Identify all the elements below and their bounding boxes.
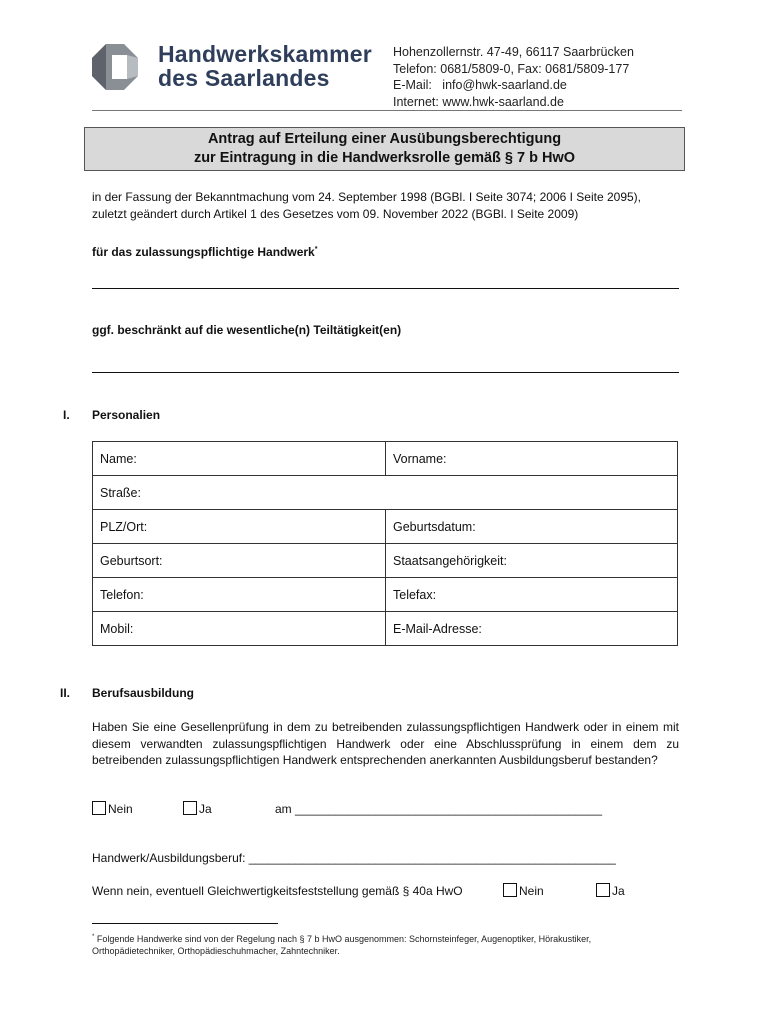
exam-date-field[interactable]: am ______________________________________________ — [275, 802, 602, 816]
plz-ort-field[interactable]: PLZ/Ort: — [93, 510, 386, 544]
option-nein-label: Nein — [108, 802, 133, 816]
checkbox-nein[interactable] — [92, 801, 106, 815]
strasse-field[interactable]: Straße: — [93, 476, 678, 510]
option-ja[interactable] — [183, 801, 212, 818]
option-nein[interactable] — [92, 801, 133, 818]
trade-label: für das zulassungspflichtige Handwerk* — [92, 245, 318, 259]
footnote-line1: * Folgende Handwerke sind von der Regelung nach § 7 b HwO ausgenommen: Schornsteinfeger, Augenoptiker, Hörakustiker, — [92, 934, 592, 944]
equivalence-label: Wenn nein, eventuell Gleichwertigkeitsfeststellung gemäß § 40a HwO — [92, 884, 463, 898]
option-ja-label: Ja — [199, 802, 212, 816]
contact-block — [393, 44, 634, 110]
beruf-field[interactable]: Handwerk/Ausbildungsberuf: _______________________________________________________ — [92, 851, 616, 865]
title-line2: zur Eintragung in die Handwerksrolle gemäß § 7 b HwO — [193, 150, 576, 166]
section1-number: I. — [63, 408, 70, 422]
partial-label: ggf. beschränkt auf die wesentliche(n) Teiltätigkeit(en) — [92, 323, 402, 337]
trade-input-line[interactable] — [92, 288, 679, 289]
footnote-line2: Orthopädietechniker, Orthopädieschuhmacher, Zahntechniker. — [92, 946, 340, 956]
footnote — [92, 931, 682, 957]
section1-title: Personalien — [92, 408, 161, 422]
partial-input-line[interactable] — [92, 372, 679, 373]
staatsangehoerigkeit-field[interactable]: Staatsangehörigkeit: — [386, 544, 678, 578]
footnote-divider — [92, 923, 278, 924]
intro-line1: in der Fassung der Bekanntmachung vom 24. September 1998 (BGBl. I Seite 3074; 2006 I Seite 2095), — [92, 190, 641, 204]
name-field[interactable]: Name: — [93, 442, 386, 476]
form-title — [84, 127, 685, 171]
intro-text — [92, 189, 641, 223]
checkbox-ja2[interactable] — [596, 883, 610, 897]
contact-internet: Internet: www.hwk-saarland.de — [393, 94, 564, 109]
contact-address: Hohenzollernstr. 47-49, 66117 Saarbrücken — [393, 45, 634, 59]
intro-line2: zuletzt geändert durch Artikel 1 des Gesetzes vom 09. November 2022 (BGBl. I Seite 2009) — [92, 207, 579, 221]
checkbox-nein2[interactable] — [503, 883, 517, 897]
email-field[interactable]: E-Mail-Adresse: — [386, 612, 678, 646]
logo-icon — [92, 44, 138, 90]
option-ja2[interactable] — [596, 883, 625, 900]
contact-phone: Telefon: 0681/5809-0, Fax: 0681/5809-177 — [393, 61, 630, 76]
contact-email: E-Mail: info@hwk-saarland.de — [393, 78, 567, 92]
section2-title: Berufsausbildung — [92, 686, 195, 700]
title-line1: Antrag auf Erteilung einer Ausübungsberechtigung — [207, 131, 562, 147]
geburtsort-field[interactable]: Geburtsort: — [93, 544, 386, 578]
option-nein2[interactable] — [503, 883, 544, 900]
section2-number: II. — [60, 686, 71, 700]
footnote-ref: * — [314, 246, 318, 253]
option-nein2-label: Nein — [519, 884, 544, 898]
org-name-line2: des Saarlandes — [158, 65, 330, 91]
telefon-field[interactable]: Telefon: — [93, 578, 386, 612]
mobil-field[interactable]: Mobil: — [93, 612, 386, 646]
header-divider — [92, 110, 682, 111]
telefax-field[interactable]: Telefax: — [386, 578, 678, 612]
personal-data-table — [92, 441, 678, 646]
org-name-line1: Handwerkskammer — [158, 41, 372, 67]
vorname-field[interactable]: Vorname: — [386, 442, 678, 476]
option-ja2-label: Ja — [612, 884, 625, 898]
checkbox-ja[interactable] — [183, 801, 197, 815]
org-name — [158, 42, 372, 90]
training-question: Haben Sie eine Gesellenprüfung in dem zu betreibenden zulassungspflichtigen Handwerk oder in einem mit diesem verwandten zulassungspflichtigen Handwerk oder eine Abschlussprüfung in einem dem zu betreibenden zulassungspflichtigen Handwerk entsprechenden anerkannten Ausbildungsberuf bestanden? — [92, 720, 679, 767]
geburtsdatum-field[interactable]: Geburtsdatum: — [386, 510, 678, 544]
